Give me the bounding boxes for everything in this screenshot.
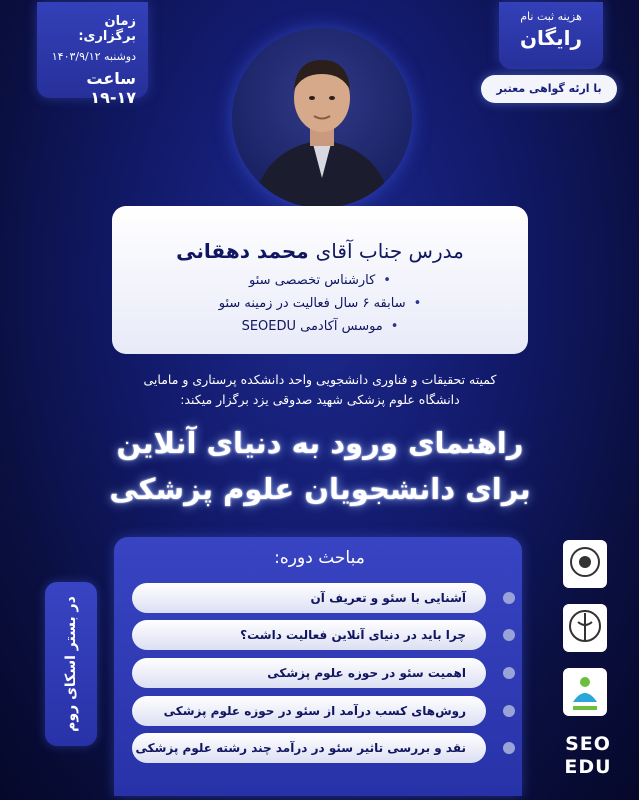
instructor-name: محمد دهقانی (176, 239, 309, 263)
platform-label: در بستر اسکای روم (63, 596, 79, 732)
bullet-icon (503, 705, 515, 717)
research-committee-logo-icon (563, 668, 607, 716)
instructor-prefix: مدرس جناب آقای (315, 239, 464, 263)
nursing-faculty-logo-icon (563, 604, 607, 652)
bullet-icon (503, 742, 515, 754)
schedule-label: زمان برگزاری: (78, 14, 136, 44)
seoedu-logo (560, 733, 616, 779)
credentials-list (112, 269, 528, 338)
schedule-date: دوشنبه ۱۴۰۳/۹/۱۲ (51, 50, 136, 63)
fee-label: هزینه ثبت نام (520, 10, 582, 23)
schedule-time: ساعت ۱۷-۱۹ (86, 69, 136, 107)
fee-value: رایگان (519, 26, 583, 50)
university-logo-icon (563, 540, 607, 588)
organizer-text (40, 370, 600, 410)
brand-line: SEO (565, 733, 611, 755)
person-icon (232, 28, 412, 208)
platform-tab (45, 582, 97, 746)
brand-line: EDU (564, 756, 612, 778)
instructor-name-line (112, 239, 528, 263)
topic-item: اهمیت سئو در حوزه علوم پزشکی (132, 658, 486, 688)
fee-box (499, 2, 603, 69)
instructor-card (112, 206, 528, 354)
topic-item: آشنایی با سئو و تعریف آن (132, 583, 486, 613)
topics-title: مباحث دوره: (274, 548, 365, 568)
bullet-icon (503, 629, 515, 641)
schedule-box (37, 2, 148, 107)
instructor-photo (232, 28, 412, 208)
credential-item: • سابقه ۶ سال فعالیت در زمینه سئو (112, 292, 528, 315)
organizer-line: کمیته تحقیقات و فناوری دانشجویی واحد دانشکده پرستاری و مامایی (143, 372, 497, 387)
topic-item: روش‌های کسب درآمد از سئو در حوزه علوم پزشکی (132, 696, 486, 726)
bullet-icon (503, 592, 515, 604)
topic-item: نقد و بررسی تاثیر سئو در درآمد چند رشته علوم پزشکی (132, 733, 486, 763)
organizer-line: دانشگاه علوم پزشکی شهید صدوقی یزد برگزار میکند: (180, 392, 460, 407)
credential-item: • موسس آکادمی SEOEDU (112, 315, 528, 338)
headline-line: برای دانشجویان علوم پزشکی (109, 472, 531, 506)
credential-item: • کارشناس تخصصی سئو (112, 269, 528, 292)
certificate-badge: با ارئه گواهی معتبر (481, 75, 617, 103)
headline (40, 420, 600, 512)
headline-line: راهنمای ورود به دنیای آنلاین (116, 426, 524, 460)
bullet-icon (503, 667, 515, 679)
topic-item: چرا باید در دنیای آنلاین فعالیت داشت؟ (132, 620, 486, 650)
